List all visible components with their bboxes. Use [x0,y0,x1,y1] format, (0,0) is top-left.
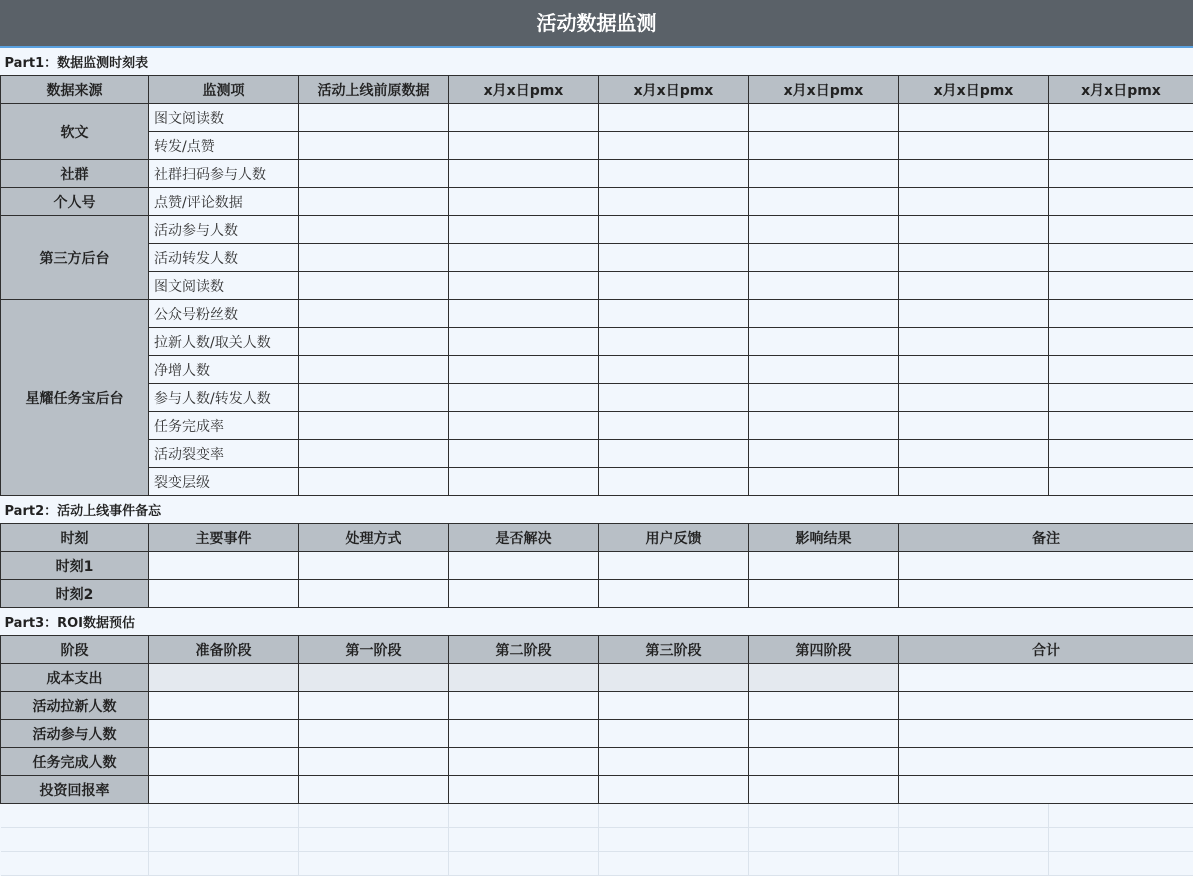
data-cell[interactable] [599,440,749,468]
data-cell[interactable] [749,776,899,804]
part2-label[interactable]: Part2：活动上线事件备忘 [1,496,1193,524]
part3-header-row [1,636,1193,664]
row-header-cell[interactable]: 任务完成人数 [1,748,149,776]
data-cell[interactable] [299,132,449,160]
table-row [1,244,1193,272]
data-cell[interactable] [749,692,899,720]
row-header-cell[interactable]: 时刻1 [1,552,149,580]
data-cell[interactable] [899,748,1193,776]
data-cell[interactable] [299,356,449,384]
data-cell[interactable] [749,356,899,384]
data-cell[interactable] [749,328,899,356]
data-cell[interactable] [899,216,1049,244]
data-cell[interactable] [1049,356,1193,384]
table-row [1,160,1193,188]
part3-label[interactable]: Part3：ROI数据预估 [1,608,1193,636]
data-cell[interactable] [599,300,749,328]
data-cell[interactable] [449,300,599,328]
empty-cell[interactable] [599,828,749,852]
empty-cell[interactable] [299,828,449,852]
table-row [1,412,1193,440]
empty-cell[interactable] [149,828,299,852]
metric-cell[interactable]: 参与人数/转发人数 [149,384,299,412]
data-cell[interactable] [299,468,449,496]
data-cell[interactable] [1049,328,1193,356]
column-header[interactable]: 监测项 [149,76,299,104]
data-cell[interactable] [449,244,599,272]
data-cell[interactable] [599,664,749,692]
metric-cell[interactable]: 净增人数 [149,356,299,384]
data-cell[interactable] [1049,300,1193,328]
empty-cell[interactable] [449,804,599,828]
metric-cell[interactable]: 活动裂变率 [149,440,299,468]
data-cell[interactable] [149,692,299,720]
table-row [1,132,1193,160]
data-cell[interactable] [449,692,599,720]
data-cell[interactable] [299,244,449,272]
data-cell[interactable] [899,468,1049,496]
data-cell[interactable] [749,720,899,748]
data-cell[interactable] [299,328,449,356]
part1-label-row [1,48,1193,76]
data-cell[interactable] [1049,412,1193,440]
table-row [1,776,1193,804]
data-cell[interactable] [299,692,449,720]
empty-cell[interactable] [599,852,749,876]
column-header[interactable]: 影响结果 [749,524,899,552]
data-cell[interactable] [299,216,449,244]
data-cell[interactable] [299,300,449,328]
data-cell[interactable] [599,412,749,440]
data-cell[interactable] [599,692,749,720]
source-cell[interactable]: 个人号 [1,188,149,216]
column-header[interactable]: x月x日pmx [899,76,1049,104]
data-cell[interactable] [899,664,1193,692]
column-header[interactable]: 第二阶段 [449,636,599,664]
part2-header-row [1,524,1193,552]
column-header[interactable]: 数据来源 [1,76,149,104]
row-header-cell[interactable]: 投资回报率 [1,776,149,804]
data-cell[interactable] [149,776,299,804]
data-cell[interactable] [1049,244,1193,272]
spreadsheet-grid [0,48,1193,876]
data-cell[interactable] [599,272,749,300]
table-row [1,552,1193,580]
metric-cell[interactable]: 转发/点赞 [149,132,299,160]
row-header-cell[interactable]: 时刻2 [1,580,149,608]
data-cell[interactable] [1049,132,1193,160]
data-cell[interactable] [599,580,749,608]
data-cell[interactable] [299,160,449,188]
column-header[interactable]: 准备阶段 [149,636,299,664]
source-cell[interactable]: 社群 [1,160,149,188]
data-cell[interactable] [899,104,1049,132]
table-row [1,720,1193,748]
column-header[interactable]: 合计 [899,636,1193,664]
empty-cell[interactable] [1049,852,1193,876]
data-cell[interactable] [599,468,749,496]
empty-cell[interactable] [149,804,299,828]
data-cell[interactable] [449,580,599,608]
data-cell[interactable] [899,412,1049,440]
data-cell[interactable] [749,552,899,580]
column-header[interactable]: x月x日pmx [599,76,749,104]
data-cell[interactable] [749,440,899,468]
data-cell[interactable] [599,384,749,412]
empty-row [1,804,1193,828]
column-header[interactable]: x月x日pmx [1049,76,1193,104]
empty-cell[interactable] [449,828,599,852]
empty-cell[interactable] [1,804,149,828]
data-cell[interactable] [1049,104,1193,132]
data-cell[interactable] [1049,188,1193,216]
data-cell[interactable] [749,748,899,776]
empty-cell[interactable] [449,852,599,876]
data-cell[interactable] [299,440,449,468]
data-cell[interactable] [599,216,749,244]
part1-label[interactable]: Part1：数据监测时刻表 [1,48,1193,76]
empty-cell[interactable] [1,852,149,876]
data-cell[interactable] [449,384,599,412]
data-cell[interactable] [749,664,899,692]
data-cell[interactable] [899,272,1049,300]
data-cell[interactable] [599,748,749,776]
metric-cell[interactable]: 拉新人数/取关人数 [149,328,299,356]
column-header[interactable]: 第三阶段 [599,636,749,664]
data-cell[interactable] [599,104,749,132]
data-cell[interactable] [1049,468,1193,496]
data-cell[interactable] [749,160,899,188]
data-cell[interactable] [1049,440,1193,468]
data-cell[interactable] [449,776,599,804]
source-cell[interactable]: 第三方后台 [1,216,149,300]
data-cell[interactable] [449,328,599,356]
row-header-cell[interactable]: 活动拉新人数 [1,692,149,720]
metric-cell[interactable]: 社群扫码参与人数 [149,160,299,188]
empty-cell[interactable] [749,852,899,876]
metric-cell[interactable]: 任务完成率 [149,412,299,440]
column-header[interactable]: 第四阶段 [749,636,899,664]
column-header[interactable]: x月x日pmx [749,76,899,104]
table-row [1,384,1193,412]
data-cell[interactable] [899,384,1049,412]
metric-cell[interactable]: 活动参与人数 [149,216,299,244]
data-cell[interactable] [899,132,1049,160]
column-header[interactable]: 用户反馈 [599,524,749,552]
data-cell[interactable] [749,384,899,412]
data-cell[interactable] [449,272,599,300]
empty-cell[interactable] [299,852,449,876]
table-row [1,188,1193,216]
data-cell[interactable] [449,748,599,776]
empty-cell[interactable] [749,804,899,828]
metric-cell[interactable]: 裂变层级 [149,468,299,496]
table-row [1,664,1193,692]
data-cell[interactable] [299,776,449,804]
empty-row [1,852,1193,876]
data-cell[interactable] [449,440,599,468]
empty-cell[interactable] [899,828,1049,852]
data-cell[interactable] [449,412,599,440]
data-cell[interactable] [599,552,749,580]
empty-cell[interactable] [749,828,899,852]
empty-cell[interactable] [149,852,299,876]
column-header[interactable]: x月x日pmx [449,76,599,104]
metric-cell[interactable]: 图文阅读数 [149,104,299,132]
data-cell[interactable] [599,132,749,160]
data-cell[interactable] [899,776,1193,804]
data-cell[interactable] [449,188,599,216]
column-header[interactable]: 阶段 [1,636,149,664]
part1-header-row [1,76,1193,104]
data-cell[interactable] [599,356,749,384]
column-header[interactable]: 主要事件 [149,524,299,552]
data-cell[interactable] [449,356,599,384]
column-header[interactable]: 备注 [899,524,1193,552]
data-cell[interactable] [299,580,449,608]
data-cell[interactable] [899,160,1049,188]
table-row [1,328,1193,356]
data-cell[interactable] [749,244,899,272]
empty-cell[interactable] [1049,804,1193,828]
data-cell[interactable] [749,216,899,244]
table-row [1,440,1193,468]
source-cell[interactable]: 软文 [1,104,149,160]
data-cell[interactable] [599,776,749,804]
data-cell[interactable] [149,552,299,580]
table-row [1,580,1193,608]
row-header-cell[interactable]: 活动参与人数 [1,720,149,748]
data-cell[interactable] [299,412,449,440]
data-cell[interactable] [899,244,1049,272]
row-header-cell[interactable]: 成本支出 [1,664,149,692]
table-row [1,300,1193,328]
table-row [1,216,1193,244]
part3-label-row [1,608,1193,636]
metric-cell[interactable]: 公众号粉丝数 [149,300,299,328]
data-cell[interactable] [299,748,449,776]
data-cell[interactable] [449,552,599,580]
data-cell[interactable] [299,552,449,580]
table-row [1,748,1193,776]
data-cell[interactable] [299,664,449,692]
table-row [1,468,1193,496]
empty-cell[interactable] [899,852,1049,876]
data-cell[interactable] [749,132,899,160]
table-row [1,104,1193,132]
data-cell[interactable] [599,244,749,272]
data-cell[interactable] [1049,272,1193,300]
data-cell[interactable] [899,188,1049,216]
table-row [1,692,1193,720]
data-cell[interactable] [449,104,599,132]
data-cell[interactable] [899,440,1049,468]
empty-cell[interactable] [599,804,749,828]
metric-cell[interactable]: 图文阅读数 [149,272,299,300]
data-cell[interactable] [599,720,749,748]
data-cell[interactable] [899,300,1049,328]
data-cell[interactable] [749,272,899,300]
data-cell[interactable] [449,720,599,748]
empty-cell[interactable] [899,804,1049,828]
table-row [1,356,1193,384]
data-cell[interactable] [449,468,599,496]
data-cell[interactable] [899,552,1193,580]
data-cell[interactable] [149,720,299,748]
data-cell[interactable] [749,580,899,608]
data-cell[interactable] [449,664,599,692]
data-cell[interactable] [299,384,449,412]
data-cell[interactable] [749,412,899,440]
data-cell[interactable] [749,104,899,132]
data-cell[interactable] [899,692,1193,720]
metric-cell[interactable]: 活动转发人数 [149,244,299,272]
data-cell[interactable] [599,188,749,216]
data-cell[interactable] [449,160,599,188]
column-header[interactable]: 活动上线前原数据 [299,76,449,104]
metric-cell[interactable]: 点赞/评论数据 [149,188,299,216]
column-header[interactable]: 时刻 [1,524,149,552]
data-cell[interactable] [899,328,1049,356]
data-cell[interactable] [899,580,1193,608]
column-header[interactable]: 处理方式 [299,524,449,552]
data-cell[interactable] [599,328,749,356]
column-header[interactable]: 是否解决 [449,524,599,552]
data-cell[interactable] [449,216,599,244]
data-cell[interactable] [1049,216,1193,244]
data-cell[interactable] [749,300,899,328]
data-cell[interactable] [599,160,749,188]
source-cell[interactable]: 星耀任务宝后台 [1,300,149,496]
part2-label-row [1,496,1193,524]
column-header[interactable]: 第一阶段 [299,636,449,664]
data-cell[interactable] [1049,160,1193,188]
data-cell[interactable] [749,468,899,496]
sheet-title: 活动数据监测 [0,0,1193,48]
empty-cell[interactable] [299,804,449,828]
empty-cell[interactable] [1049,828,1193,852]
data-cell[interactable] [749,188,899,216]
table-row [1,272,1193,300]
data-cell[interactable] [1049,384,1193,412]
data-cell[interactable] [899,356,1049,384]
data-cell[interactable] [149,580,299,608]
data-cell[interactable] [299,104,449,132]
data-cell[interactable] [149,748,299,776]
data-cell[interactable] [299,272,449,300]
data-cell[interactable] [149,664,299,692]
empty-cell[interactable] [1,828,149,852]
data-cell[interactable] [299,188,449,216]
data-cell[interactable] [449,132,599,160]
data-cell[interactable] [299,720,449,748]
empty-row [1,828,1193,852]
data-cell[interactable] [899,720,1193,748]
